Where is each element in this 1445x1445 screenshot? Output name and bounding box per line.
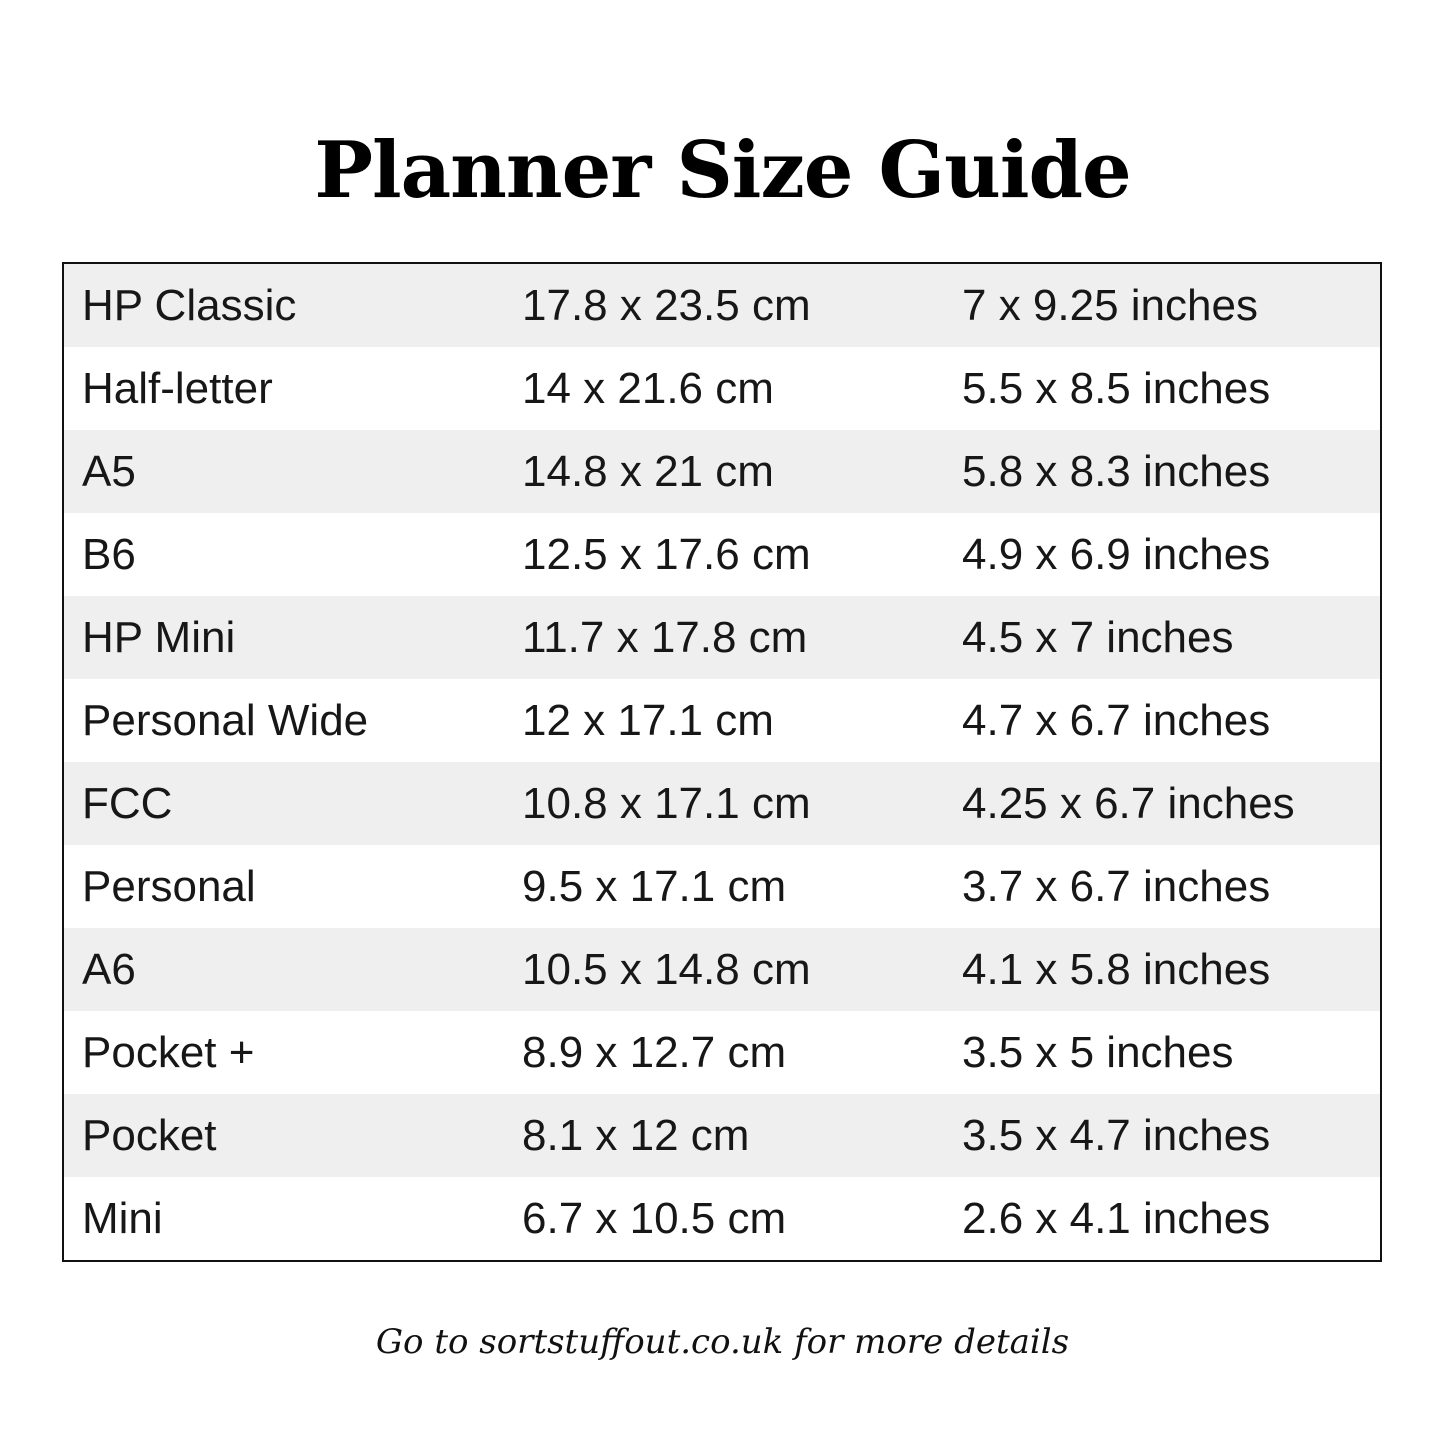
- planner-name: Personal: [82, 864, 256, 909]
- size-inches: 3.5 x 5 inches: [962, 1030, 1234, 1075]
- size-inches: 4.25 x 6.7 inches: [962, 781, 1295, 826]
- planner-name: Half-letter: [82, 366, 273, 411]
- size-inches: 4.7 x 6.7 inches: [962, 698, 1271, 743]
- table-row: [64, 1094, 1380, 1177]
- size-inches: 4.9 x 6.9 inches: [962, 532, 1271, 577]
- planner-name: HP Classic: [82, 283, 297, 328]
- table-row: [64, 845, 1380, 928]
- footer-note: Go to sortstuffout.co.uk for more details: [375, 1322, 1070, 1362]
- planner-name: HP Mini: [82, 615, 236, 660]
- table-row: [64, 1177, 1380, 1260]
- page-title: Planner Size Guide: [314, 125, 1131, 216]
- table-row: [64, 347, 1380, 430]
- table-row: [64, 596, 1380, 679]
- size-cm: 11.7 x 17.8 cm: [522, 615, 808, 660]
- size-inches: 7 x 9.25 inches: [962, 283, 1258, 328]
- table-row: [64, 430, 1380, 513]
- planner-name: A6: [82, 947, 136, 992]
- planner-name: Mini: [82, 1196, 163, 1241]
- size-inches: 4.1 x 5.8 inches: [962, 947, 1271, 992]
- size-inches: 3.5 x 4.7 inches: [962, 1113, 1271, 1158]
- table-row: [64, 1011, 1380, 1094]
- size-inches: 4.5 x 7 inches: [962, 615, 1234, 660]
- table-row: [64, 762, 1380, 845]
- size-inches: 5.5 x 8.5 inches: [962, 366, 1271, 411]
- table-row: [64, 513, 1380, 596]
- size-cm: 6.7 x 10.5 cm: [522, 1196, 787, 1241]
- size-cm: 8.1 x 12 cm: [522, 1113, 750, 1158]
- table-row: [64, 928, 1380, 1011]
- size-inches: 3.7 x 6.7 inches: [962, 864, 1271, 909]
- planner-name: Pocket +: [82, 1030, 255, 1075]
- size-cm: 8.9 x 12.7 cm: [522, 1030, 787, 1075]
- planner-name: A5: [82, 449, 136, 494]
- size-cm: 10.5 x 14.8 cm: [522, 947, 811, 992]
- planner-name: Pocket: [82, 1113, 217, 1158]
- size-cm: 12 x 17.1 cm: [522, 698, 774, 743]
- table-row: [64, 264, 1380, 347]
- size-cm: 14.8 x 21 cm: [522, 449, 774, 494]
- size-cm: 14 x 21.6 cm: [522, 366, 774, 411]
- size-cm: 12.5 x 17.6 cm: [522, 532, 811, 577]
- size-inches: 5.8 x 8.3 inches: [962, 449, 1271, 494]
- planner-name: Personal Wide: [82, 698, 369, 743]
- planner-name: FCC: [82, 781, 173, 826]
- size-cm: 17.8 x 23.5 cm: [522, 283, 811, 328]
- size-table: [62, 262, 1382, 1262]
- size-cm: 10.8 x 17.1 cm: [522, 781, 811, 826]
- planner-name: B6: [82, 532, 136, 577]
- size-cm: 9.5 x 17.1 cm: [522, 864, 787, 909]
- size-inches: 2.6 x 4.1 inches: [962, 1196, 1271, 1241]
- table-row: [64, 679, 1380, 762]
